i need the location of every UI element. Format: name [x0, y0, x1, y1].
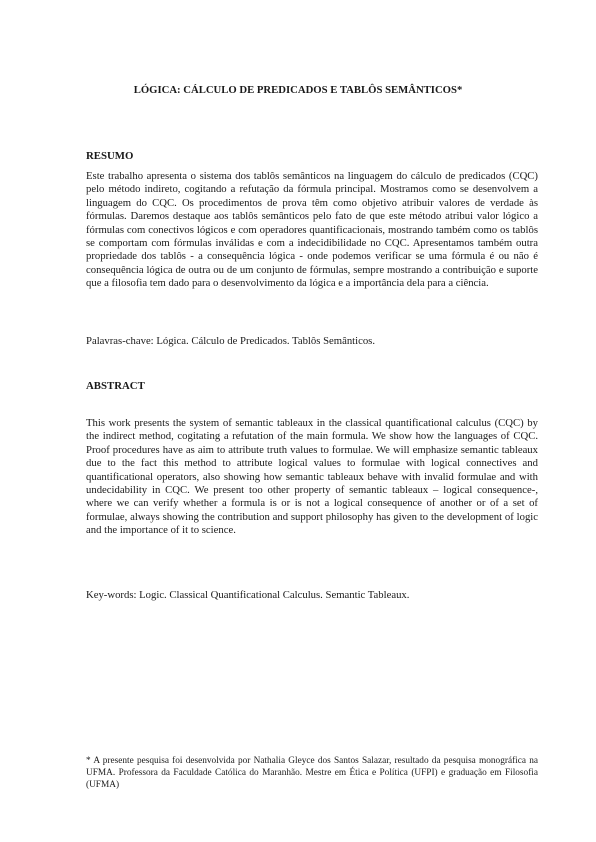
abstract-keywords: Key-words: Logic. Classical Quantificational Calculus. Semantic Tableaux. [86, 589, 410, 601]
resumo-body: Este trabalho apresenta o sistema dos tablôs semânticos na linguagem do cálculo de predicados (CQC) pelo método indireto, cogitando a refutação da fórmula principal. Mostramos como se desenvolvem a linguagem do CQC. Os procedimentos de prova têm como objetivo atribuir valores de verdade às fórmulas. Daremos destaque aos tablôs semânticos pelo fato de que este método atribui valor lógico a fórmulas com conectivos lógicos e com operadores quantificacionais, mostrando também como os tablôs se comportam com fórmulas inválidas e com a indecidibilidade no CQC. Apresentamos também outra propriedade dos tablôs - a consequência lógica - onde podemos verificar se uma fórmula é ou não é consequência lógica de outra ou de um conjunto de fórmulas, sempre mostrando a contribuição e suporte que a filosofia tem dado para o desenvolvimento da lógica e a importância dela para a ciência. [86, 170, 538, 290]
abstract-heading: ABSTRACT [86, 380, 145, 392]
footnote: * A presente pesquisa foi desenvolvida por Nathalia Gleyce dos Santos Salazar, resultado da pesquisa monográfica na UFMA. Professora da Faculdade Católica do Maranhão. Mestre em Ética e Política (UFPI) e graduação em Filosofia (UFMA) [86, 756, 538, 791]
abstract-body: This work presents the system of semantic tableaux in the classical quantificational calculus (CQC) by the indirect method, cogitating a refutation of the main formula. We show how the languages of CQC. Proof procedures have as aim to attribute truth values to formulae. We will emphasize semantic tableaux due to the fact this method to attribute logical values to formulae with logical connectives and quantificational operators, also showing how semantic tableaux behave with invalid formulae and with undecidability in CQC. We present too other property of semantic tableaux – logical consequence-, where we can verify whether a formula is or is not a logical consequence of another or of a set of formulae, always showing the contribution and support philosophy has given to the development of logic and the importance of it to science. [86, 417, 538, 537]
resumo-heading: RESUMO [86, 150, 134, 162]
paper-title: LÓGICA: CÁLCULO DE PREDICADOS E TABLÔS SEMÂNTICOS* [133, 84, 463, 96]
resumo-keywords: Palavras-chave: Lógica. Cálculo de Predicados. Tablôs Semânticos. [86, 335, 376, 347]
